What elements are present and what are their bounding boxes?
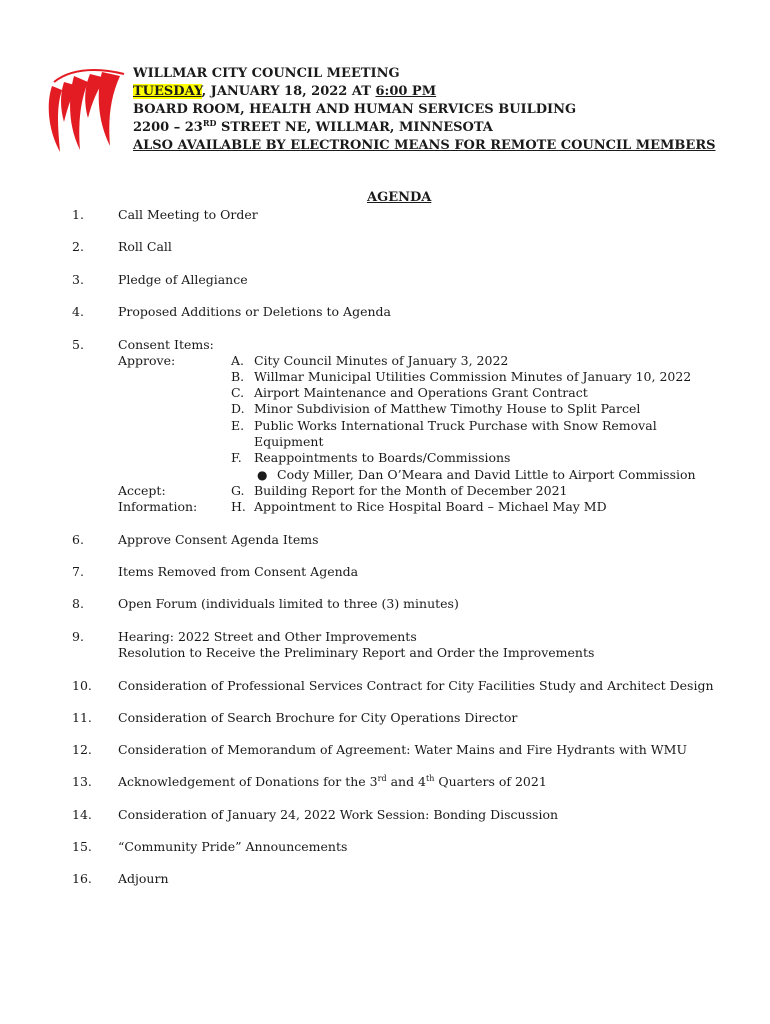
consent-letter: G. bbox=[231, 483, 245, 498]
item-number: 15. bbox=[72, 839, 92, 854]
item-number: 2. bbox=[72, 239, 84, 254]
item-number: 7. bbox=[72, 564, 84, 579]
item-text: Roll Call bbox=[118, 239, 172, 254]
item-number: 13. bbox=[72, 774, 92, 789]
consent-letter: F. bbox=[231, 450, 242, 465]
accept-label: Accept: bbox=[118, 483, 166, 498]
item-number: 11. bbox=[72, 710, 92, 725]
item-text: Consideration of Memorandum of Agreement: Water Mains and Fire Hydrants with WMU bbox=[118, 742, 687, 757]
consent-letter: E. bbox=[231, 418, 245, 433]
consent-text: Willmar Municipal Utilities Commission Minutes of January 10, 2022 bbox=[254, 369, 692, 384]
bullet-icon: ● bbox=[257, 468, 268, 482]
item-text: Approve Consent Agenda Items bbox=[118, 532, 319, 547]
item-number: 9. bbox=[72, 629, 84, 644]
header-time: 6:00 PM bbox=[375, 84, 437, 99]
item-text: Open Forum (individuals limited to three (3) minutes) bbox=[118, 596, 459, 611]
item-number: 16. bbox=[72, 871, 92, 886]
header-date: , JANUARY 18, 2022 AT bbox=[201, 84, 376, 99]
header-title: WILLMAR CITY COUNCIL MEETING bbox=[133, 66, 400, 81]
item-text: Call Meeting to Order bbox=[118, 207, 258, 222]
consent-letter: H. bbox=[231, 499, 246, 514]
item-text: Consideration of January 24, 2022 Work Session: Bonding Discussion bbox=[118, 807, 559, 822]
item-text: Items Removed from Consent Agenda bbox=[118, 564, 359, 579]
meeting-header bbox=[133, 65, 716, 155]
item-number: 10. bbox=[72, 678, 92, 693]
consent-text: Appointment to Rice Hospital Board – Michael May MD bbox=[254, 499, 607, 514]
approve-label: Approve: bbox=[118, 353, 176, 368]
header-location: BOARD ROOM, HEALTH AND HUMAN SERVICES BUILDING bbox=[133, 102, 577, 117]
consent-text: Minor Subdivision of Matthew Timothy House to Split Parcel bbox=[254, 401, 641, 416]
agenda-title: AGENDA bbox=[367, 190, 432, 205]
consent-text: Airport Maintenance and Operations Grant Contract bbox=[254, 385, 588, 400]
header-date-line bbox=[133, 83, 716, 101]
header-day: TUESDAY bbox=[133, 84, 202, 99]
item-text: Pledge of Allegiance bbox=[118, 272, 248, 287]
consent-text: Public Works International Truck Purchase with Snow Removal bbox=[254, 418, 657, 433]
consent-letter: A. bbox=[231, 353, 245, 368]
item-text: Hearing: 2022 Street and Other Improvements bbox=[118, 629, 417, 644]
consent-text-continued: Equipment bbox=[254, 434, 324, 449]
item-text: Proposed Additions or Deletions to Agenda bbox=[118, 304, 391, 319]
consent-letter: B. bbox=[231, 369, 245, 384]
item-number: 1. bbox=[72, 207, 84, 222]
information-label: Information: bbox=[118, 499, 198, 514]
item-number: 3. bbox=[72, 272, 84, 287]
item-text-continued: Resolution to Receive the Preliminary Report and Order the Improvements bbox=[118, 645, 595, 660]
item-number: 8. bbox=[72, 596, 84, 611]
consent-text: Building Report for the Month of December 2021 bbox=[254, 483, 568, 498]
item-text: Consideration of Search Brochure for City Operations Director bbox=[118, 710, 518, 725]
consent-text: Reappointments to Boards/Commissions bbox=[254, 450, 511, 465]
item-text: Consent Items: bbox=[118, 337, 214, 352]
item-text: Consideration of Professional Services Contract for City Facilities Study and Architect Design bbox=[118, 678, 714, 693]
consent-text: City Council Minutes of January 3, 2022 bbox=[254, 353, 509, 368]
item-number: 12. bbox=[72, 742, 92, 757]
header-remote-note: ALSO AVAILABLE BY ELECTRONIC MEANS FOR REMOTE COUNCIL MEMBERS bbox=[133, 138, 716, 153]
item-text: Acknowledgement of Donations for the 3rd and 4th Quarters of 2021 bbox=[118, 774, 547, 789]
header-address: 2200 – 23RD STREET NE, WILLMAR, MINNESOTA bbox=[133, 118, 493, 135]
item-text: “Community Pride” Announcements bbox=[118, 839, 348, 854]
consent-bullet-text: Cody Miller, Dan O’Meara and David Little to Airport Commission bbox=[277, 467, 696, 482]
consent-letter: D. bbox=[231, 401, 245, 416]
item-number: 4. bbox=[72, 304, 84, 319]
item-number: 14. bbox=[72, 807, 92, 822]
item-number: 5. bbox=[72, 337, 84, 352]
item-text: Adjourn bbox=[118, 871, 169, 886]
willmar-w-logo-icon bbox=[44, 64, 126, 156]
item-number: 6. bbox=[72, 532, 84, 547]
consent-letter: C. bbox=[231, 385, 245, 400]
